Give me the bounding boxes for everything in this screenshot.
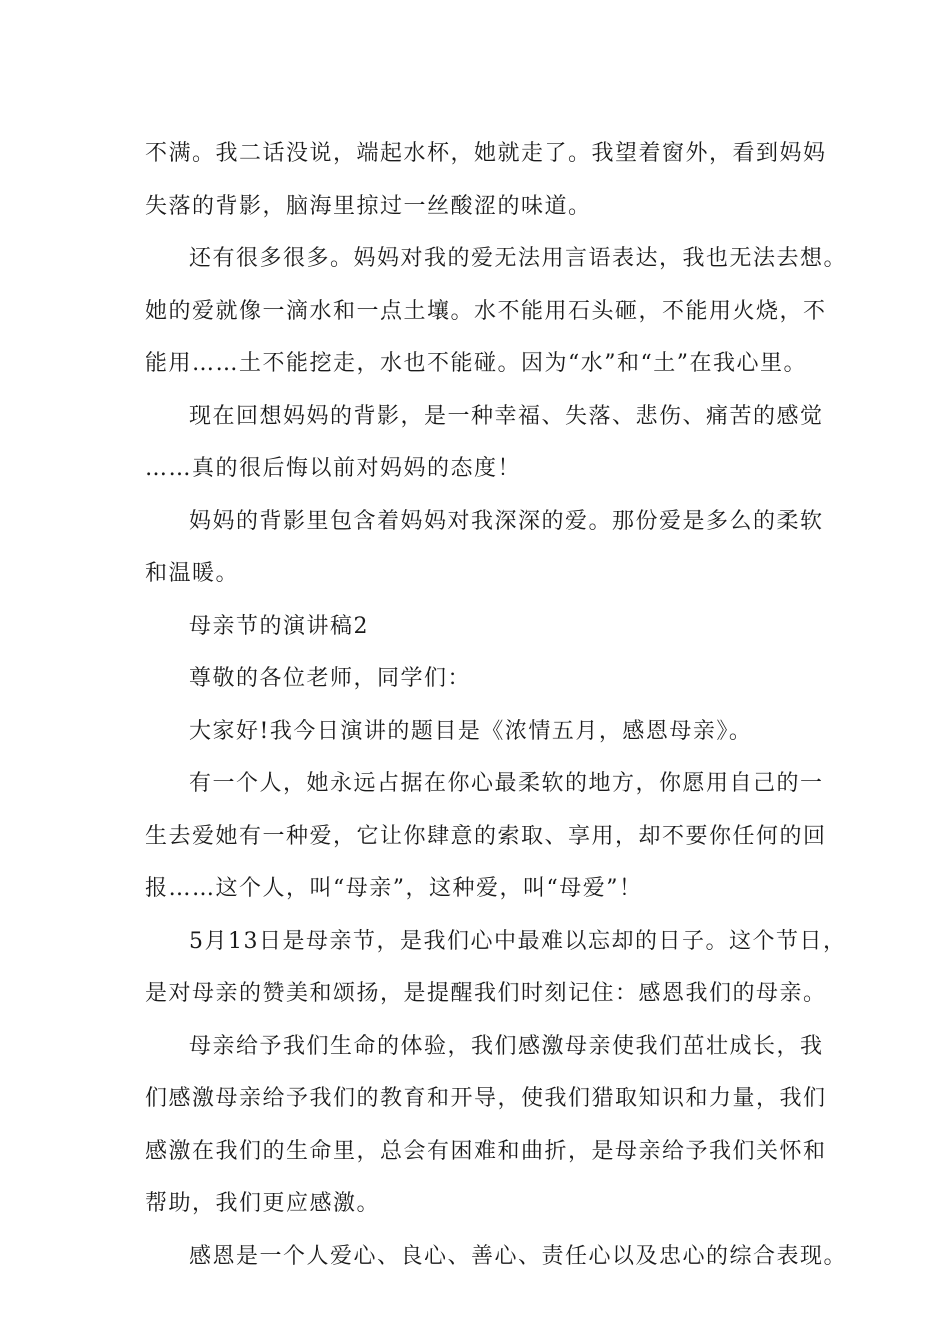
text-line: 大家好!我今日演讲的题目是《浓情五月，感恩母亲》。	[189, 718, 753, 744]
text-line: 感恩是一个人爱心、良心、善心、责任心以及忠心的综合表现。	[189, 1243, 848, 1269]
text-line: 和温暖。	[145, 561, 240, 586]
text-line: 感激在我们的生命里，总会有困难和曲折，是母亲给予我们关怀和	[145, 1138, 827, 1164]
document-body	[145, 128, 848, 1283]
text-line: 有一个人，她永远占据在你心最柔软的地方，你愿用自己的一	[189, 771, 824, 796]
text-line: 生去爱她有一种爱，它让你肆意的索取、享用，却不要你任何的回	[145, 823, 827, 849]
text-line: 母亲节的演讲稿2	[189, 613, 369, 639]
text-line: 还有很多很多。妈妈对我的爱无法用言语表达，我也无法去想。	[189, 246, 848, 271]
text-line: 们感激母亲给予我们的教育和开导，使我们猎取知识和力量，我们	[145, 1086, 827, 1111]
text-line: 她的爱就像一滴水和一点土壤。水不能用石头砸，不能用火烧，不	[145, 298, 827, 324]
text-line: ……真的很后悔以前对妈妈的态度！	[145, 456, 522, 481]
text-line: 现在回想妈妈的背影，是一种幸福、失落、悲伤、痛苦的感觉	[189, 403, 824, 429]
text-line: 妈妈的背影里包含着妈妈对我深深的爱。那份爱是多么的柔软	[189, 508, 824, 534]
text-line: 报……这个人，叫“母亲”，这种爱，叫“母爱”！	[145, 876, 643, 901]
text-line: 不满。我二话没说，端起水杯，她就走了。我望着窗外，看到妈妈	[145, 141, 827, 166]
text-line: 能用……土不能挖走，水也不能碰。因为“水”和“土”在我心里。	[145, 351, 807, 376]
text-line: 失落的背影，脑海里掠过一丝酸涩的味道。	[145, 193, 592, 219]
text-line: 5月13日是母亲节，是我们心中最难以忘却的日子。这个节日，	[189, 928, 847, 954]
text-line: 母亲给予我们生命的体验，我们感激母亲使我们茁壮成长，我	[189, 1033, 824, 1059]
text-line: 尊敬的各位老师，同学们：	[189, 666, 472, 691]
text-line: 帮助，我们更应感激。	[145, 1191, 381, 1216]
text-line: 是对母亲的赞美和颂扬，是提醒我们时刻记住：感恩我们的母亲。	[145, 981, 827, 1006]
